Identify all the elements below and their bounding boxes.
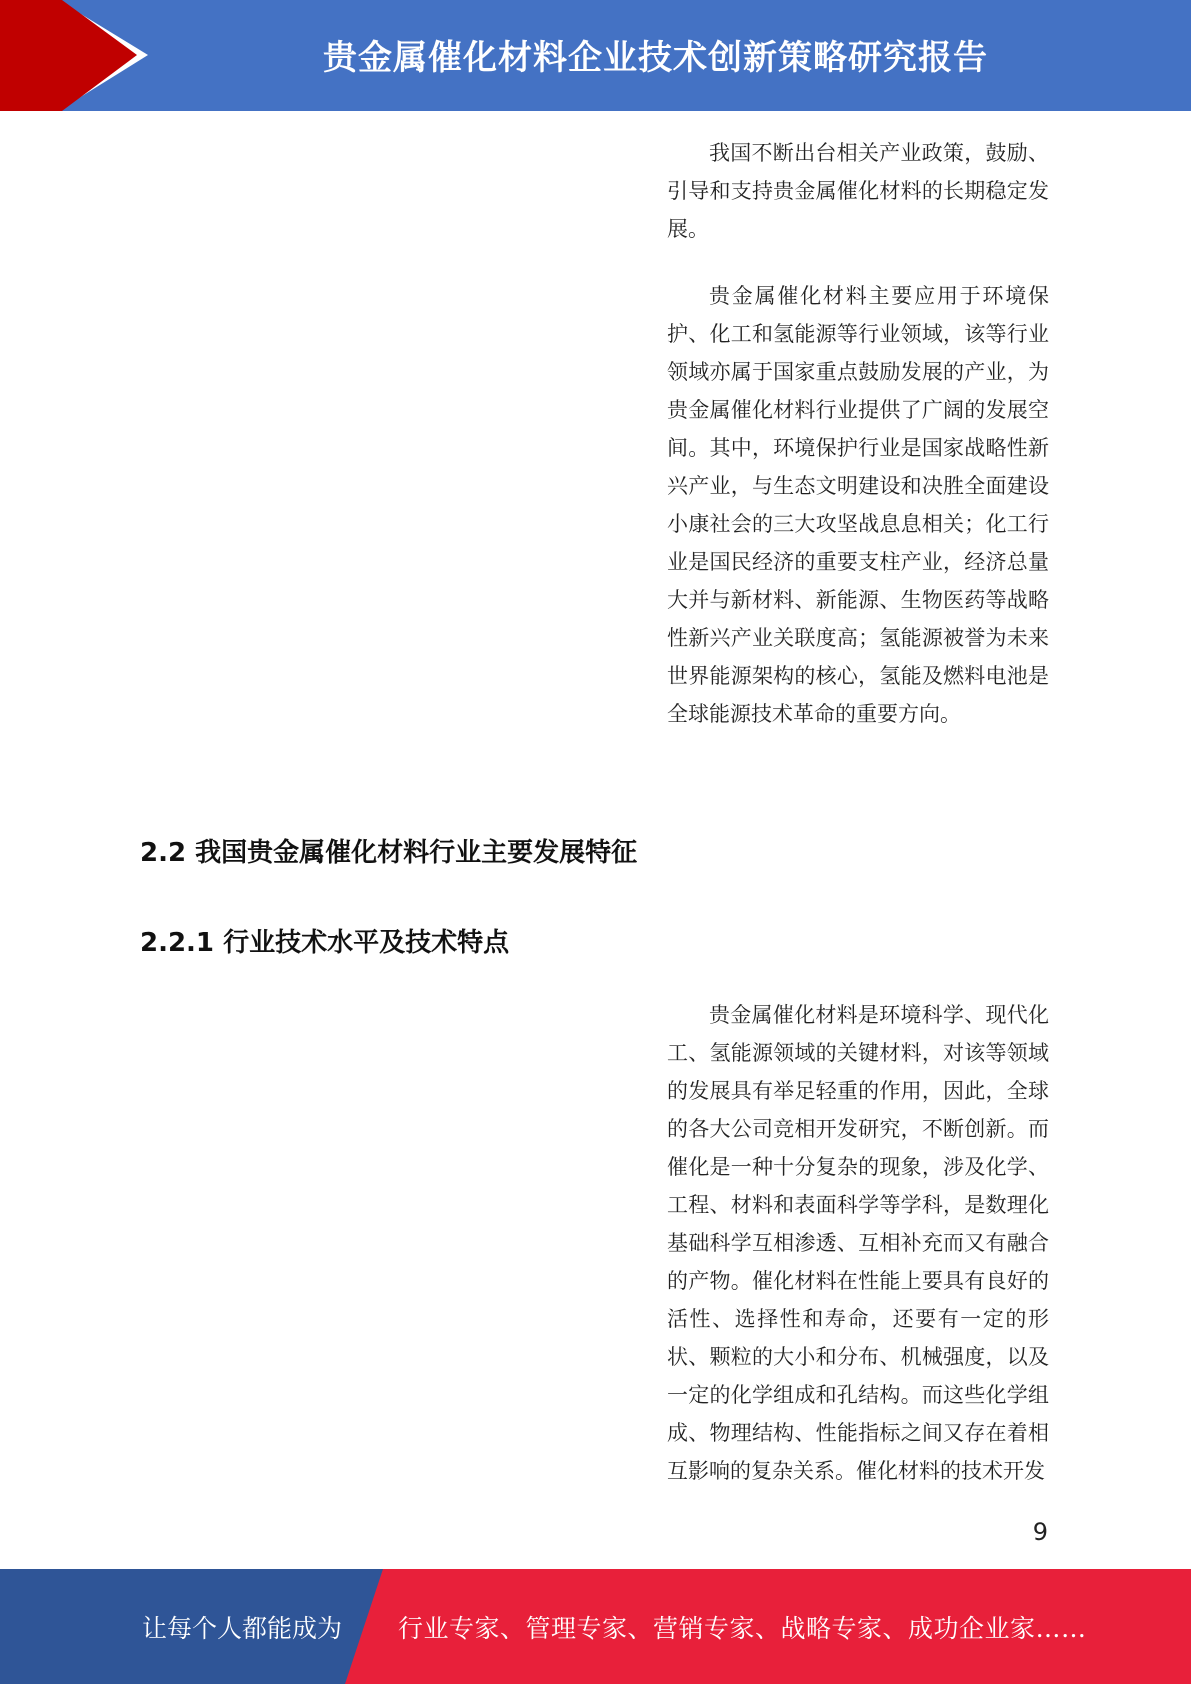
page-number: 9 xyxy=(1032,1518,1048,1546)
page-footer xyxy=(0,1569,1191,1684)
footer-slogan-left: 让每个人都能成为 xyxy=(142,1613,343,1643)
page-header xyxy=(0,0,1191,111)
paragraph-technology: 贵金属催化材料是环境科学、现代化工、氢能源领域的关键材料，对该等领域的发展具有举足轻重的作用，因此，全球的各大公司竞相开发研究，不断创新。而催化是一种十分复杂的现象，涉及化学、工程、材料和表面科学等学科，是数理化基础科学互相渗透、互相补充而又有融合的产物。催化材料在性能上要具有良好的活性、选择性和寿命，还要有一定的形状、颗粒的大小和分布、机械强度，以及一定的化学组成和孔结构。而这些化学组成、物理结构、性能指标之间又存在着相互影响的复杂关系。催化材料的技术开发 xyxy=(667,1003,1049,1483)
header-arrow-icon xyxy=(0,0,160,111)
paragraph-policy: 我国不断出台相关产业政策，鼓励、引导和支持贵金属催化材料的长期稳定发展。 xyxy=(667,141,1049,241)
subsection-heading: 2.2.1 行业技术水平及技术特点 xyxy=(140,928,510,958)
paragraph-applications: 贵金属催化材料主要应用于环境保护、化工和氢能源等行业领域，该等行业领域亦属于国家重点鼓励发展的产业，为贵金属催化材料行业提供了广阔的发展空间。其中，环境保护行业是国家战略性新兴产业，与生态文明建设和决胜全面建设小康社会的三大攻坚战息息相关；化工行业是国民经济的重要支柱产业，经济总量大并与新材料、新能源、生物医药等战略性新兴产业关联度高；氢能源被誉为未来世界能源架构的核心，氢能及燃料电池是全球能源技术革命的重要方向。 xyxy=(667,284,1049,726)
section-heading: 2.2 我国贵金属催化材料行业主要发展特征 xyxy=(140,838,638,868)
footer-slogan-right: 行业专家、管理专家、营销专家、战略专家、成功企业家…… xyxy=(398,1613,1087,1643)
report-title: 贵金属催化材料企业技术创新策略研究报告 xyxy=(323,37,988,78)
